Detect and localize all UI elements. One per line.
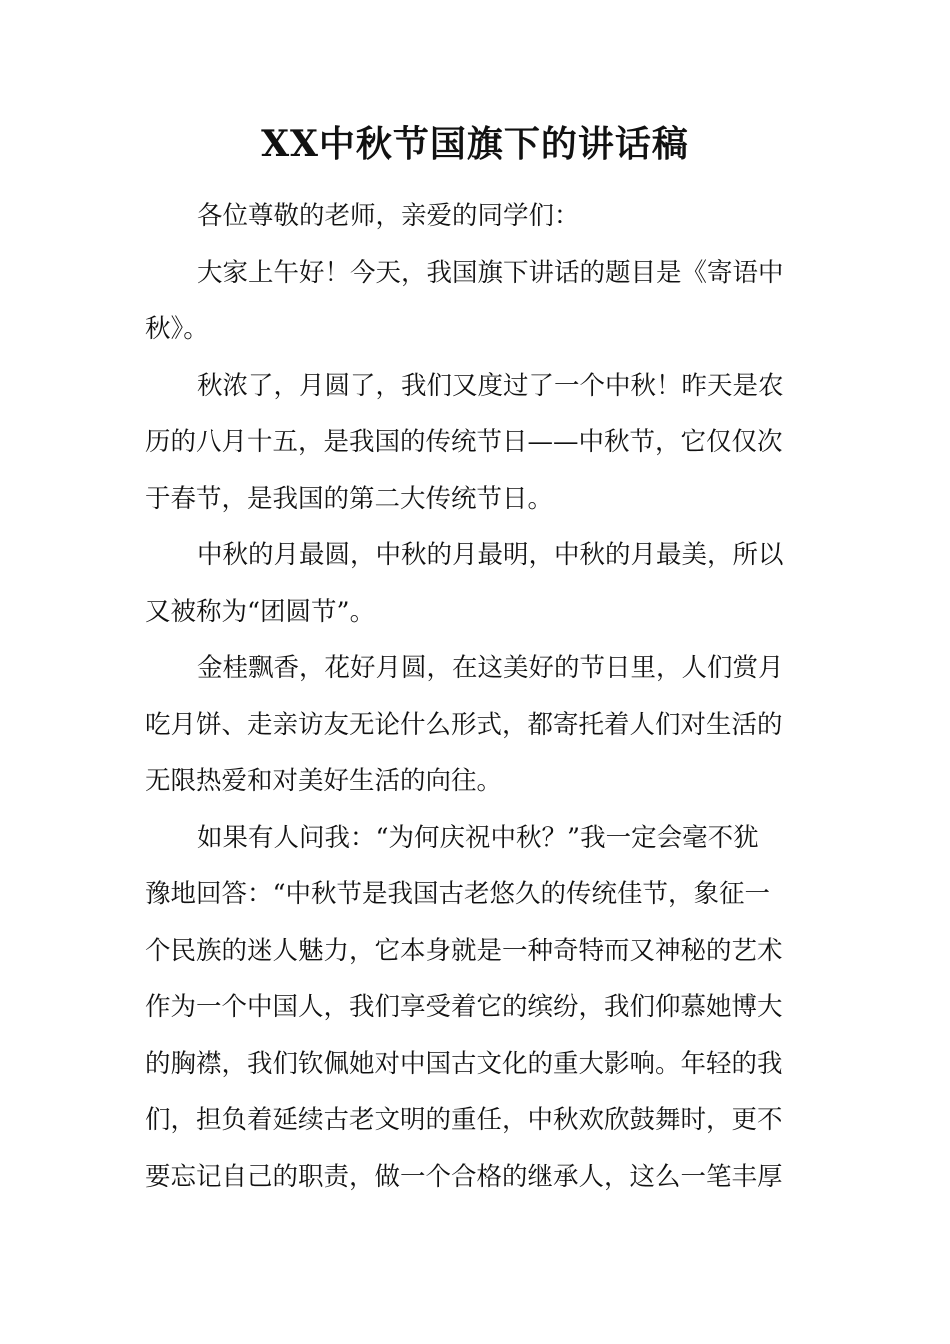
text-line: 的胸襟，我们钦佩她对中国古文化的重大影响。年轻的我: [145, 1048, 783, 1079]
text-line: 无限热爱和对美好生活的向往。: [145, 766, 503, 796]
text-line: 秋浓了，月圆了，我们又度过了一个中秋！昨天是农: [197, 370, 784, 401]
text-line: 历的八月十五，是我国的传统节日——中秋节，它仅仅次: [145, 427, 783, 457]
document-title: XX中秋节国旗下的讲话稿: [261, 123, 689, 165]
text-line: 中秋的月最圆，中秋的月最明，中秋的月最美，所以: [197, 540, 784, 570]
text-line: 又被称为“团圆节”。: [145, 596, 376, 627]
text-line: 秋》。: [145, 314, 209, 344]
text-line: 个民族的迷人魅力，它本身就是一种奇特而又神秘的艺术: [145, 935, 783, 966]
text-line: 各位尊敬的老师，亲爱的同学们：: [197, 201, 580, 231]
text-line: 大家上午好！今天，我国旗下讲话的题目是《寄语中: [197, 257, 784, 288]
text-line: 于春节，是我国的第二大传统节日。: [145, 483, 554, 514]
text-line: 豫地回答：“中秋节是我国古老悠久的传统佳节，象征一: [145, 879, 771, 909]
text-line: 作为一个中国人，我们享受着它的缤纷，我们仰慕她博大: [145, 992, 783, 1022]
text-line: 吃月饼、走亲访友无论什么形式，都寄托着人们对生活的: [145, 709, 783, 740]
text-line: 们，担负着延续古老文明的重任，中秋欢欣鼓舞时，更不: [145, 1105, 783, 1135]
text-line: 金桂飘香，花好月圆，在这美好的节日里，人们赏月: [197, 653, 784, 683]
text-line: 要忘记自己的职责，做一个合格的继承人，这么一笔丰厚: [145, 1161, 783, 1192]
text-line: 如果有人问我：“为何庆祝中秋？”我一定会毫不犹: [197, 822, 759, 853]
document-body: [145, 188, 805, 1205]
